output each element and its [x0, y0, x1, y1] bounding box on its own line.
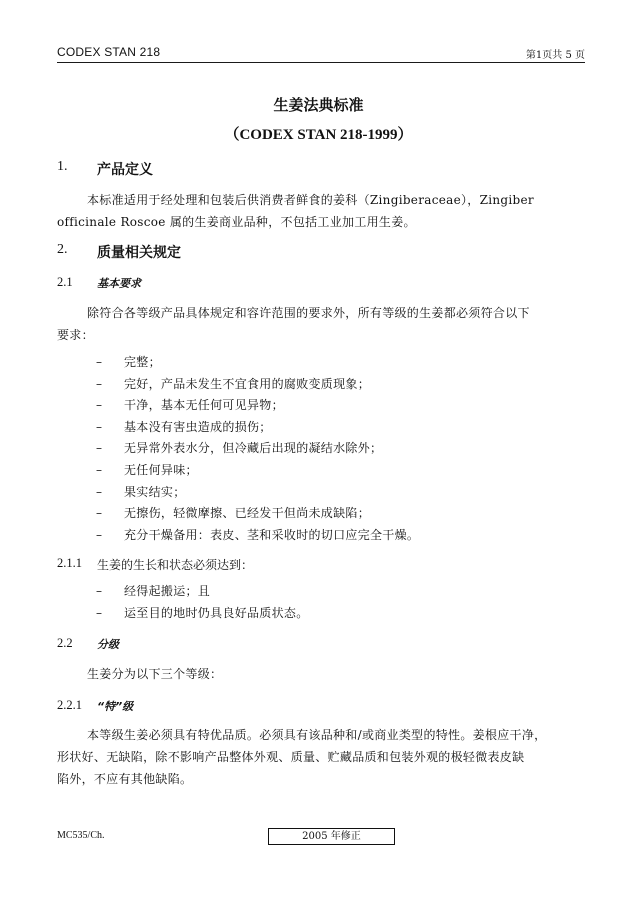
paragraph-line: 要求： [57, 328, 94, 342]
dash-marker: – [96, 506, 103, 521]
section-number: 1. [57, 159, 68, 174]
paragraph-line: 生姜分为以下三个等级： [87, 667, 223, 681]
dash-marker: – [96, 584, 103, 598]
footer-document-id: MC535/Ch. [57, 830, 105, 841]
dash-marker: – [96, 605, 103, 620]
paragraph-line: 本标准适用于经处理和包装后供消费者鲜食的姜科（Zingiberaceae），Zingiber [87, 193, 534, 207]
document-code: （CODEX STAN 218-1999） [224, 127, 413, 143]
dash-marker: – [96, 355, 103, 369]
list-item-text: 基本没有害虫造成的损伤； [124, 419, 272, 434]
dash-marker: – [96, 527, 103, 542]
subsection-title: 分级 [97, 638, 119, 651]
subsection-title: 基本要求 [97, 277, 141, 290]
footer-revision-box: 2005 年修正 [268, 828, 395, 845]
header-standard-code: CODEX STAN 218 [57, 45, 161, 59]
dash-marker: – [96, 484, 103, 499]
list-item-text: 无异常外表水分，但冷藏后出现的凝结水除外； [124, 441, 383, 456]
list-item-text: 完好，产品未发生不宜食用的腐败变质现象； [124, 376, 371, 391]
list-item-text: 干净，基本无任何可见异物； [124, 398, 284, 413]
subsection-number: 2.1.1 [57, 556, 82, 570]
dash-marker: – [96, 419, 103, 434]
section-1-paragraph [57, 189, 578, 233]
subsection-2-2-intro [57, 663, 578, 685]
header-page-number: 第1页共 5 页 [525, 50, 585, 61]
list-item-text: 无任何异味； [124, 462, 198, 477]
list-item-text: 无擦伤，轻微摩擦、已经发干但尚未成缺陷； [124, 506, 371, 521]
list-item-text: 果实结实； [124, 484, 186, 499]
dash-marker: – [96, 398, 103, 413]
list-item-text: 运至目的地时仍具良好品质状态。 [124, 605, 309, 620]
section-title: 产品定义 [97, 162, 153, 178]
subsection-title: “特”级 [97, 700, 134, 713]
list-item-text: 充分干燥备用：表皮、茎和采收时的切口应完全干燥。 [124, 527, 420, 542]
list-item-text: 经得起搬运；且 [124, 584, 211, 598]
subsection-number: 2.1 [57, 275, 73, 289]
dash-marker: – [96, 441, 103, 456]
subsection-title: 生姜的生长和状态必须达到： [97, 558, 254, 572]
subsection-2-1-intro [57, 302, 578, 346]
paragraph-line: 本等级生姜必须具有特优品质。必须具有该品种和/或商业类型的特性。姜根应干净， [87, 728, 547, 742]
document-title: 生姜法典标准 [273, 96, 364, 114]
subsection-2-2-1-paragraph [57, 724, 578, 790]
page-header [57, 44, 585, 63]
subsection-number: 2.2 [57, 636, 73, 650]
paragraph-line: 形状好、无缺陷，除不影响产品整体外观、质量、贮藏品质和包装外观的极轻微表皮缺 [57, 750, 525, 764]
section-title: 质量相关规定 [97, 245, 181, 261]
paragraph-line: 除符合各等级产品具体规定和容许范围的要求外，所有等级的生姜都必须符合以下 [87, 306, 530, 320]
paragraph-line: officinale Roscoe 属的生姜商业品种，不包括工业加工用生姜。 [57, 215, 416, 229]
paragraph-line: 陷外，不应有其他缺陷。 [57, 772, 193, 786]
dash-marker: – [96, 462, 103, 477]
section-number: 2. [57, 242, 68, 257]
subsection-number: 2.2.1 [57, 698, 82, 712]
list-item-text: 完整； [124, 355, 161, 369]
dash-marker: – [96, 376, 103, 391]
